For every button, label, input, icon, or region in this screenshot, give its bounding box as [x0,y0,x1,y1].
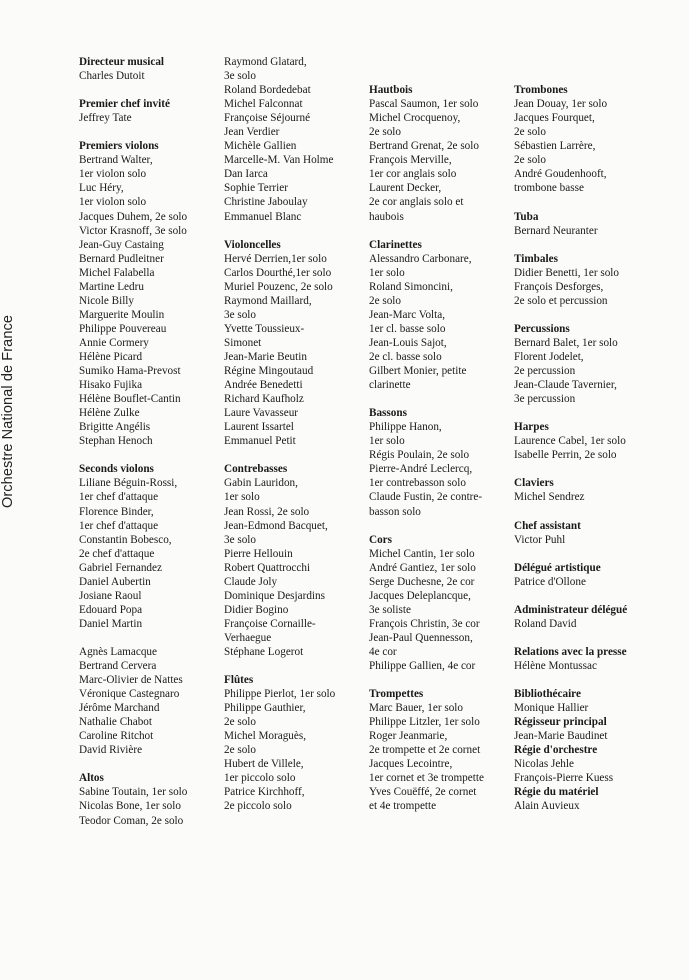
roster-entry: François Christin, 3e cor [369,617,480,630]
spacer [79,448,187,462]
section-heading: Harpes [514,421,549,434]
roster-entry: Bernard Neuranter [514,224,598,237]
roster-entry: Pascal Saumon, 1er solo [369,98,479,111]
roster-entry: Alain Auvieux [514,800,580,813]
roster-entry: Hélène Zulke [79,407,140,420]
roster-entry: Charles Dutoit [79,70,145,83]
roster-entry: Patrice Kirchhoff, [224,786,305,799]
roster-entry: 1er cor anglais solo [369,168,457,181]
roster-entry: 2e solo et percussion [514,294,608,307]
roster-entry: Laure Vavasseur [224,407,299,420]
roster-entry: Michel Falabella [79,266,155,279]
roster-entry: Roger Jeanmarie, [369,730,448,743]
spacer [369,224,484,238]
section-heading: Directeur musical [79,56,165,68]
roster-entry: Luc Héry, [79,182,124,195]
roster-entry: clarinette [369,379,411,392]
roster-entry: David Rivière [79,744,143,757]
roster-entry: Régine Mingoutaud [224,365,314,378]
roster-entry: Jean-Marc Volta, [369,308,446,321]
roster-entry: Bertrand Walter, [79,154,153,167]
section-heading: Régie d'orchestre [514,744,598,757]
spacer [224,659,335,673]
roster-entry: Laurent Decker, [369,182,442,195]
roster-entry: Sébastien Larrère, [514,140,596,153]
spacer [514,406,627,420]
roster-entry: Hisako Fujika [79,379,143,392]
spacer [514,673,627,687]
roster-entry: Agnès Lamacque [79,645,157,658]
roster-entry: Brigitte Angélis [79,421,151,434]
roster-entry: Gabriel Fernandez [79,561,162,574]
roster-entry: Gilbert Monier, petite [369,365,467,378]
roster-entry: Serge Duchesne, 2e cor [369,575,475,588]
roster-entry: 2e cl. basse solo [369,350,442,363]
roster-entry: Bertrand Grenat, 2e solo [369,140,479,153]
roster-entry: Marc Bauer, 1er solo [369,702,463,715]
roster-entry: 4e cor [369,645,397,658]
section-heading: Hautbois [369,84,413,97]
roster-entry: Florence Binder, [79,505,154,518]
roster-entry: Verhaegue [224,631,272,644]
roster-entry: 1er piccolo solo [224,772,296,785]
roster-entry: 2e trompette et 2e cornet [369,744,481,757]
roster-entry: Jean-Marie Beutin [224,350,307,363]
roster-entry: Carlos Dourthé,1er solo [224,266,332,279]
section-heading: Bassons [369,407,407,420]
section-heading: Tuba [514,210,539,223]
spacer [514,505,627,519]
roster-entry: 1er solo [224,491,260,504]
roster-entry: Roland Simoncini, [369,280,453,293]
section-heading: Cors [369,533,392,546]
roster-entry: Caroline Ritchot [79,730,154,743]
spacer [514,308,627,322]
roster-entry: Jeffrey Tate [79,112,132,125]
roster-entry: Roland Bordedebat [224,84,311,97]
roster-entry: Bertrand Cervera [79,660,157,673]
spacer [79,125,187,139]
roster-entry: Dominique Desjardins [224,589,325,602]
roster-entry: Andrée Benedetti [224,379,303,392]
roster-entry: Hélène Montussac [514,660,597,673]
roster-entry: Yves Couëffé, 2e cornet [369,786,477,799]
roster-entry: 1er violon solo [79,196,147,209]
roster-entry: Florent Jodelet, [514,350,584,363]
spacer [514,69,627,83]
section-heading: Flûtes [224,674,254,687]
roster-entry: 2e percussion [514,365,576,378]
section-heading: Délégué artistique [514,561,601,574]
roster-entry: Josiane Raoul [79,589,142,602]
roster-entry: Robert Quattrocchi [224,561,311,574]
roster-entry: Philippe Gauthier, [224,702,306,715]
section-heading: Premier chef invité [79,98,170,111]
roster-entry: André Gantiez, 1er solo [369,561,476,574]
spacer [514,238,627,252]
roster-entry: Daniel Martin [79,617,143,630]
roster-entry: Teodor Coman, 2e solo [79,814,184,827]
section-heading: Claviers [514,477,554,490]
roster-entry: Philippe Litzler, 1er solo [369,716,480,729]
roster-entry: Michel Cantin, 1er solo [369,547,475,560]
section-heading: Violoncelles [224,238,281,251]
roster-entry: Victor Puhl [514,533,566,546]
spacer [514,462,627,476]
roster-entry: basson solo [369,505,421,518]
roster-entry: 1er chef d'attaque [79,519,159,532]
roster-entry: Claude Joly [224,575,278,588]
roster-entry: Marguerite Moulin [79,308,165,321]
roster-entry: Jacques Deleplancque, [369,589,471,602]
roster-entry: Michel Moraguès, [224,730,307,743]
section-heading: Contrebasses [224,463,288,476]
roster-entry: Michèle Gallien [224,140,297,153]
roster-entry: Sumiko Hama-Prevost [79,365,181,378]
roster-column-2 [224,55,335,814]
roster-entry: et 4e trompette [369,800,437,813]
spacer [369,519,484,533]
roster-entry: Jérôme Marchand [79,702,160,715]
side-title: Orchestre National de France [0,315,16,508]
roster-entry: Jean-Marie Baudinet [514,730,608,743]
section-heading: Altos [79,772,104,785]
roster-entry: 2e solo [369,126,402,139]
section-heading: Bibliothécaire [514,688,581,701]
roster-entry: 1er solo [369,266,405,279]
roster-entry: Françoise Cornaille- [224,617,316,630]
roster-entry: trombone basse [514,182,584,195]
roster-entry: Jean-Guy Castaing [79,238,164,251]
roster-entry: Bernard Balet, 1er solo [514,336,618,349]
roster-entry: 1er contrebasson solo [369,477,466,490]
roster-entry: Liliane Béguin-Rossi, [79,477,178,490]
spacer [369,673,484,687]
roster-entry: Isabelle Perrin, 2e solo [514,449,617,462]
roster-entry: Pierre Hellouin [224,547,293,560]
roster-entry: 3e solo [224,533,257,546]
roster-entry: Marc-Olivier de Nattes [79,674,183,687]
roster-entry: Christine Jaboulay [224,196,308,209]
roster-entry: Pierre-André Leclercq, [369,463,473,476]
roster-entry: Yvette Toussieux- [224,322,305,335]
section-heading: Seconds violons [79,463,154,476]
roster-entry: Jean-Claude Tavernier, [514,379,617,392]
roster-entry: 1er solo [369,435,405,448]
roster-entry: Hervé Derrien,1er solo [224,252,327,265]
section-heading: Clarinettes [369,238,422,251]
spacer [79,631,187,645]
roster-entry: Marcelle-M. Van Holme [224,154,334,167]
section-heading: Trombones [514,84,568,97]
roster-entry: Patrice d'Ollone [514,575,586,588]
roster-entry: Martine Ledru [79,280,144,293]
roster-entry: Didier Benetti, 1er solo [514,266,620,279]
roster-entry: Nicolas Jehle [514,758,574,771]
roster-entry: 3e solo [224,70,257,83]
roster-entry: 3e soliste [369,603,411,616]
roster-entry: 2e solo [224,744,257,757]
spacer [514,55,627,69]
roster-entry: Daniel Aubertin [79,575,151,588]
roster-entry: 3e percussion [514,393,576,406]
section-heading: Relations avec la presse [514,645,627,658]
roster-entry: Edouard Popa [79,603,143,616]
roster-entry: Raymond Maillard, [224,294,312,307]
roster-entry: Simonet [224,336,262,349]
roster-entry: Hélène Bouflet-Cantin [79,393,181,406]
roster-entry: François Merville, [369,154,452,167]
roster-entry: Claude Fustin, 2e contre- [369,491,483,504]
roster-entry: 1er violon solo [79,168,147,181]
roster-entry: Jacques Fourquet, [514,112,595,125]
roster-entry: Stéphane Logerot [224,645,304,658]
spacer [514,589,627,603]
roster-entry: Victor Krasnoff, 3e solo [79,224,187,237]
roster-entry: Nicole Billy [79,294,134,307]
roster-entry: Véronique Castegnaro [79,688,180,701]
roster-entry: 1er cornet et 3e trompette [369,772,484,785]
roster-entry: Gabin Lauridon, [224,477,298,490]
spacer [514,547,627,561]
roster-entry: 2e solo [514,154,547,167]
roster-entry: Sabine Toutain, 1er solo [79,786,188,799]
roster-entry: Jean-Louis Sajot, [369,336,447,349]
roster-entry: Michel Sendrez [514,491,585,504]
section-heading: Percussions [514,322,570,335]
roster-entry: Richard Kaufholz [224,393,304,406]
roster-entry: 2e solo [514,126,547,139]
spacer [514,195,627,209]
roster-entry: Raymond Glatard, [224,56,307,68]
roster-entry: 2e solo [224,716,257,729]
roster-entry: Michel Crocquenoy, [369,112,461,125]
roster-column-4 [514,55,627,814]
roster-entry: André Goudenhooft, [514,168,607,181]
roster-entry: 2e cor anglais solo et [369,196,464,209]
roster-entry: Didier Bogino [224,603,289,616]
spacer [79,83,187,97]
roster-entry: Nathalie Chabot [79,716,153,729]
spacer [224,224,335,238]
roster-entry: Muriel Pouzenc, 2e solo [224,280,333,293]
roster-entry: 2e chef d'attaque [79,547,155,560]
roster-entry: 1er chef d'attaque [79,491,159,504]
section-heading: Administrateur délégué [514,603,628,616]
roster-entry: 2e piccolo solo [224,800,292,813]
roster-entry: Laurence Cabel, 1er solo [514,435,626,448]
roster-entry: Roland David [514,617,577,630]
roster-entry: Jean Douay, 1er solo [514,98,608,111]
roster-entry: Laurent Issartel [224,421,294,434]
section-heading: Timbales [514,252,558,265]
roster-entry: Jean-Edmond Bacquet, [224,519,328,532]
roster-column-3 [369,55,484,814]
roster-entry: Emmanuel Blanc [224,210,302,223]
roster-entry: Jean-Paul Quennesson, [369,631,473,644]
roster-entry: Annie Cormery [79,336,149,349]
roster-entry: Nicolas Bone, 1er solo [79,800,181,813]
roster-entry: Jean Rossi, 2e solo [224,505,310,518]
roster-entry: Régis Poulain, 2e solo [369,449,470,462]
section-heading: Trompettes [369,688,424,701]
roster-entry: Philippe Pierlot, 1er solo [224,688,336,701]
roster-entry: Philippe Hanon, [369,421,442,434]
roster-entry: Emmanuel Petit [224,435,296,448]
section-heading: Chef assistant [514,519,581,532]
roster-entry: François-Pierre Kuess [514,772,614,785]
roster-entry: 1er cl. basse solo [369,322,446,335]
spacer [79,757,187,771]
roster-entry: Hubert de Villele, [224,758,304,771]
roster-entry: Jacques Lecointre, [369,758,453,771]
roster-entry: Philippe Pouvereau [79,322,167,335]
spacer [369,55,484,69]
roster-entry: 3e solo [224,308,257,321]
roster-entry: Constantin Bobesco, [79,533,172,546]
spacer [369,392,484,406]
roster-entry: Bernard Pudleitner [79,252,164,265]
section-heading: Régie du matériel [514,786,599,799]
roster-entry: Philippe Gallien, 4e cor [369,660,476,673]
roster-entry: Alessandro Carbonare, [369,252,472,265]
roster-entry: Sophie Terrier [224,182,288,195]
roster-entry: Jacques Duhem, 2e solo [79,210,188,223]
roster-entry: Jean Verdier [224,126,280,139]
roster-entry: Dan Iarca [224,168,268,181]
roster-entry: Hélène Picard [79,350,143,363]
roster-entry: Monique Hallier [514,702,589,715]
section-heading: Premiers violons [79,140,159,153]
spacer [369,69,484,83]
roster-entry: Stephan Henoch [79,435,153,448]
spacer [514,631,627,645]
roster-entry: 2e solo [369,294,402,307]
spacer [224,448,335,462]
roster-entry: Françoise Séjourné [224,112,311,125]
roster-entry: François Desforges, [514,280,604,293]
section-heading: Régisseur principal [514,716,607,729]
roster-entry: Michel Falconnat [224,98,303,111]
roster-entry: haubois [369,210,404,223]
roster-column-1 [79,55,187,828]
